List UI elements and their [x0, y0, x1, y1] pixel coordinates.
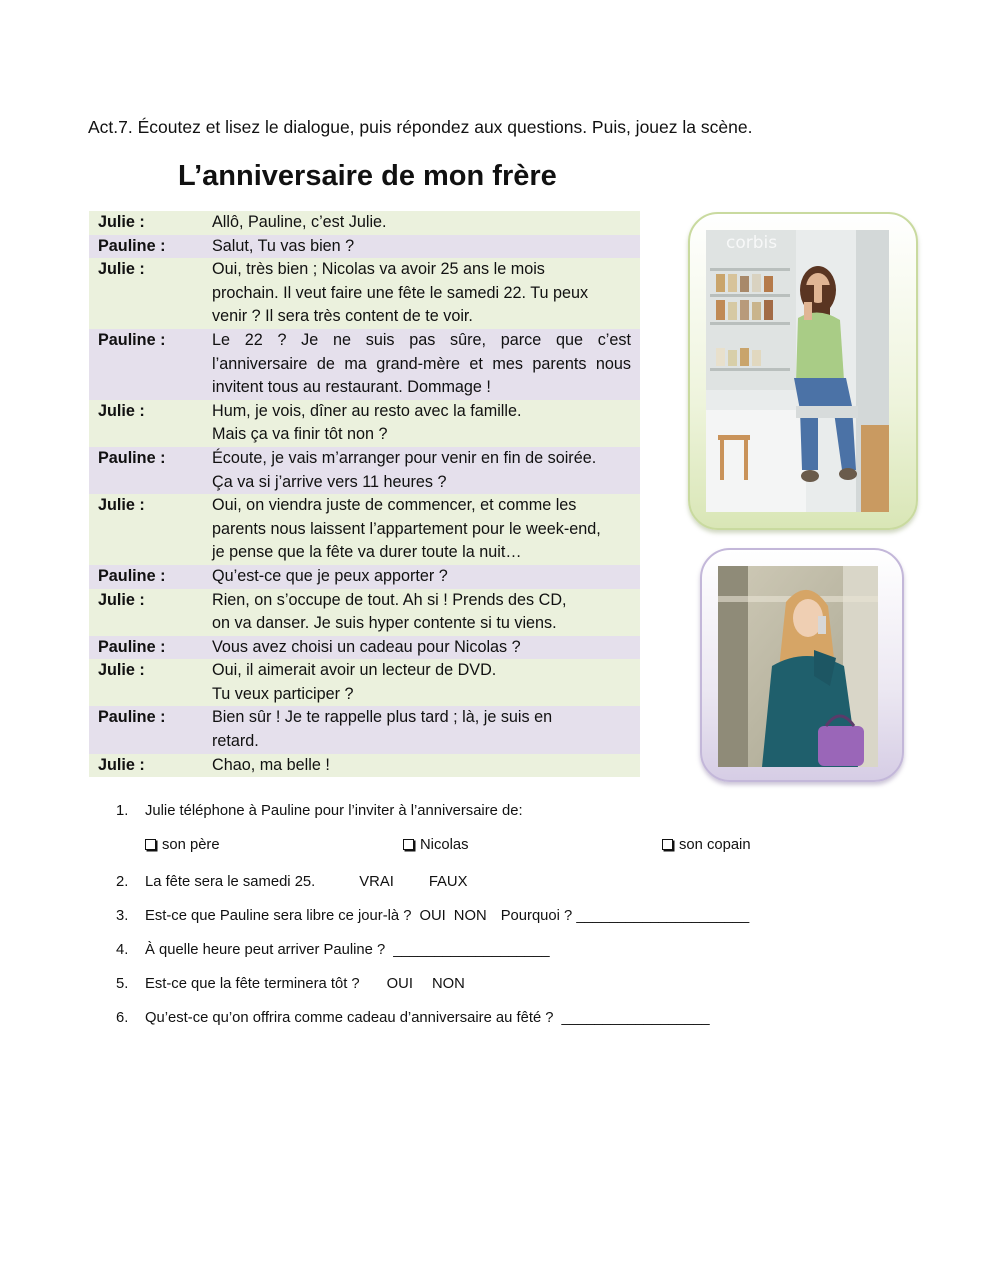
dialogue-line: Oui, très bien ; Nicolas va avoir 25 ans le mois prochain. Il veut faire une fête le samedi 22. Tu peux venir ? Il sera très content de te voir. — [201, 258, 640, 329]
dialogue-line: Oui, il aimerait avoir un lecteur de DVD. Tu veux participer ? — [201, 659, 640, 706]
photo-woman-shopping — [718, 566, 878, 767]
answer-blank[interactable]: _____________________ — [576, 908, 750, 924]
speaker-label: Pauline : — [89, 565, 201, 589]
answer-non[interactable]: NON — [453, 908, 487, 924]
photo-frame-pauline — [700, 548, 904, 782]
pourquoi-label: Pourquoi ? — [500, 908, 573, 924]
answer-vrai[interactable]: VRAI — [359, 874, 394, 890]
dialogue-line: Écoute, je vais m’arranger pour venir en fin de soirée. Ça va si j’arrive vers 11 heures ? — [201, 447, 640, 494]
activity-instruction: Act.7. Écoutez et lisez le dialogue, puis répondez aux questions. Puis, jouez la scène. — [88, 117, 753, 137]
dialogue-line: Vous avez choisi un cadeau pour Nicolas ? — [201, 636, 640, 660]
checkbox-icon[interactable] — [662, 839, 673, 850]
speaker-label: Julie : — [89, 659, 201, 706]
page-title: L’anniversaire de mon frère — [178, 160, 557, 192]
dialogue-row — [89, 706, 640, 753]
photo-frame-julie — [688, 212, 918, 530]
speaker-label: Julie : — [89, 494, 201, 565]
question-number: 1. — [116, 803, 129, 819]
dialogue-row — [89, 636, 640, 660]
question-5 — [116, 976, 876, 992]
speaker-label: Pauline : — [89, 235, 201, 259]
speaker-label: Pauline : — [89, 706, 201, 753]
speaker-label: Julie : — [89, 211, 201, 235]
speaker-label: Pauline : — [89, 329, 201, 400]
question-list — [116, 803, 876, 1026]
question-number: 2. — [116, 874, 129, 890]
dialogue-line: Bien sûr ! Je te rappelle plus tard ; là, je suis en retard. — [201, 706, 640, 753]
dialogue-row — [89, 659, 640, 706]
checkbox-icon[interactable] — [403, 839, 414, 850]
dialogue-row — [89, 235, 640, 259]
question-1 — [116, 803, 876, 857]
question-text: À quelle heure peut arriver Pauline ? — [145, 942, 386, 958]
dialogue-row — [89, 565, 640, 589]
dialogue-line: Allô, Pauline, c’est Julie. — [201, 211, 640, 235]
option-son-copain[interactable]: son copain — [662, 837, 751, 853]
checkbox-icon[interactable] — [145, 839, 156, 850]
dialogue-row — [89, 400, 640, 447]
dialogue-row — [89, 447, 640, 494]
question-number: 3. — [116, 908, 129, 924]
answer-blank[interactable]: __________________ — [561, 1010, 710, 1026]
question-number: 5. — [116, 976, 129, 992]
dialogue-line: Salut, Tu vas bien ? — [201, 235, 640, 259]
speaker-label: Julie : — [89, 754, 201, 778]
dialogue-row — [89, 754, 640, 778]
question-text: Julie téléphone à Pauline pour l’inviter à l’anniversaire de: — [145, 803, 523, 819]
speaker-label: Julie : — [89, 258, 201, 329]
question-text: Est-ce que la fête terminera tôt ? — [145, 976, 360, 992]
answer-faux[interactable]: FAUX — [428, 874, 468, 890]
dialogue-row — [89, 258, 640, 329]
speaker-label: Pauline : — [89, 636, 201, 660]
question-text: Est-ce que Pauline sera libre ce jour-là ? — [145, 908, 412, 924]
answer-oui[interactable]: OUI — [419, 908, 446, 924]
photo-watermark: corbis — [726, 233, 778, 253]
speaker-label: Pauline : — [89, 447, 201, 494]
answer-blank[interactable]: ___________________ — [393, 942, 550, 958]
question-text: Qu’est-ce qu’on offrira comme cadeau d’anniversaire au fêté ? — [145, 1010, 554, 1026]
dialogue-table — [89, 211, 640, 777]
dialogue-row — [89, 211, 640, 235]
dialogue-row — [89, 494, 640, 565]
dialogue-line: Hum, je vois, dîner au resto avec la famille. Mais ça va finir tôt non ? — [201, 400, 640, 447]
question-number: 6. — [116, 1010, 129, 1026]
question-number: 4. — [116, 942, 129, 958]
answer-oui[interactable]: OUI — [386, 976, 413, 992]
answer-non[interactable]: NON — [431, 976, 465, 992]
dialogue-line: Qu’est-ce que je peux apporter ? — [201, 565, 640, 589]
dialogue-row — [89, 329, 640, 400]
question-text: La fête sera le samedi 25. — [145, 874, 316, 890]
photo-woman-kitchen — [706, 230, 889, 512]
dialogue-line: Rien, on s’occupe de tout. Ah si ! Prends des CD, on va danser. Je suis hyper contente si tu viens. — [201, 589, 640, 636]
question-6 — [116, 1010, 876, 1026]
option-nicolas[interactable]: Nicolas — [403, 837, 469, 853]
question-2 — [116, 874, 876, 890]
speaker-label: Julie : — [89, 400, 201, 447]
dialogue-row — [89, 589, 640, 636]
dialogue-line: Chao, ma belle ! — [201, 754, 640, 778]
option-son-pere[interactable]: son père — [145, 837, 220, 853]
dialogue-line: Le 22 ? Je ne suis pas sûre, parce que c’est l’anniversaire de ma grand-mère et mes parents nous invitent tous au restaurant. Dommage ! — [201, 329, 640, 400]
dialogue-line: Oui, on viendra juste de commencer, et comme les parents nous laissent l’appartement pour le week-end, je pense que la fête va durer toute la nuit… — [201, 494, 640, 565]
option-row — [145, 837, 876, 857]
speaker-label: Julie : — [89, 589, 201, 636]
question-3 — [116, 908, 876, 924]
question-4 — [116, 942, 876, 958]
